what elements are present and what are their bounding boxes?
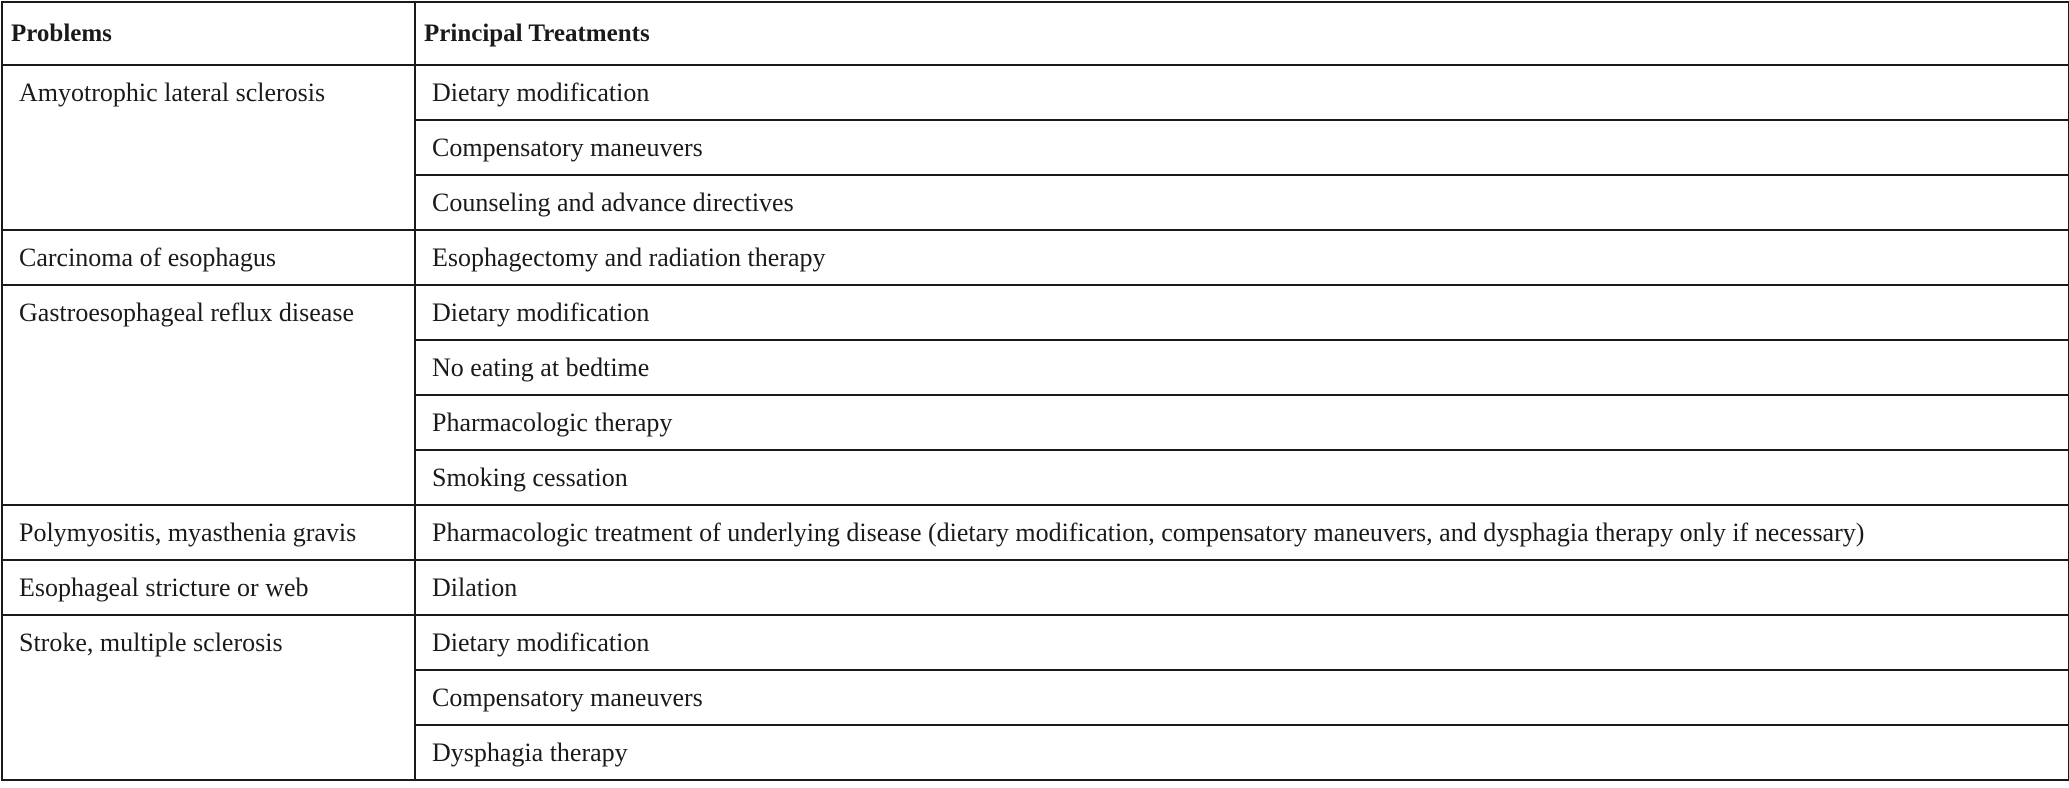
table-row bbox=[2, 505, 2069, 560]
header-problems: Problems bbox=[2, 2, 415, 65]
problem-cell: Amyotrophic lateral sclerosis bbox=[2, 65, 415, 230]
treatment-cell: Smoking cessation bbox=[415, 450, 2069, 505]
table-row bbox=[2, 615, 2069, 670]
treatment-table bbox=[1, 1, 2069, 781]
problem-cell: Esophageal stricture or web bbox=[2, 560, 415, 615]
table-row bbox=[2, 560, 2069, 615]
treatment-cell: No eating at bedtime bbox=[415, 340, 2069, 395]
treatment-cell: Dietary modification bbox=[415, 615, 2069, 670]
treatment-cell: Pharmacologic treatment of underlying disease (dietary modification, compensatory maneuvers, and dysphagia therapy only if necessary) bbox=[415, 505, 2069, 560]
header-row bbox=[2, 2, 2069, 65]
treatment-cell: Pharmacologic therapy bbox=[415, 395, 2069, 450]
treatment-cell: Esophagectomy and radiation therapy bbox=[415, 230, 2069, 285]
treatment-cell: Dilation bbox=[415, 560, 2069, 615]
table-row bbox=[2, 65, 2069, 120]
treatment-cell: Dysphagia therapy bbox=[415, 725, 2069, 780]
header-principal-treatments: Principal Treatments bbox=[415, 2, 2069, 65]
treatment-cell: Compensatory maneuvers bbox=[415, 670, 2069, 725]
problem-cell: Gastroesophageal reflux disease bbox=[2, 285, 415, 505]
problem-cell: Polymyositis, myasthenia gravis bbox=[2, 505, 415, 560]
problem-cell: Carcinoma of esophagus bbox=[2, 230, 415, 285]
treatment-cell: Counseling and advance directives bbox=[415, 175, 2069, 230]
treatment-cell: Dietary modification bbox=[415, 285, 2069, 340]
table-row bbox=[2, 230, 2069, 285]
treatment-cell: Compensatory maneuvers bbox=[415, 120, 2069, 175]
treatment-cell: Dietary modification bbox=[415, 65, 2069, 120]
table-row bbox=[2, 285, 2069, 340]
problem-cell: Stroke, multiple sclerosis bbox=[2, 615, 415, 780]
